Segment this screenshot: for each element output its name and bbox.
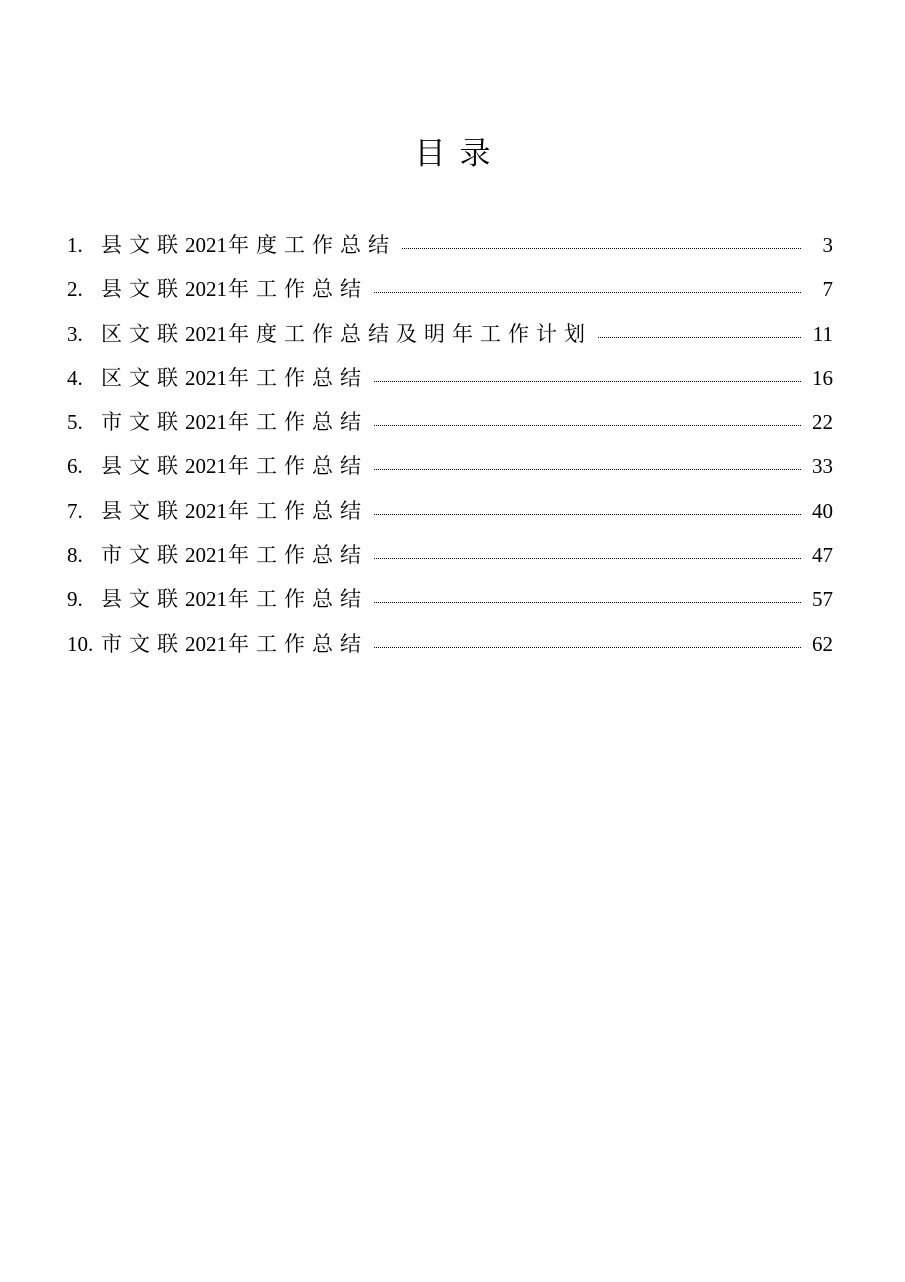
entry-title [101,267,368,311]
entry-page-number: 11 [812,321,833,346]
toc-entry[interactable] [67,267,833,311]
entry-title [101,312,592,356]
entry-number: 8. [67,543,83,568]
entry-year: 2021 [185,631,227,656]
toc-entry[interactable] [67,577,833,621]
entry-title-start: 市文联 [101,410,185,435]
entry-number: 9. [67,587,83,612]
toc-entry[interactable] [67,489,833,533]
entry-number: 1. [67,233,83,257]
dot-leader [374,292,801,293]
entry-year: 2021 [185,454,227,479]
entry-title [101,533,368,577]
dot-leader [374,558,801,559]
entry-page-number: 33 [812,454,833,479]
entry-page-number: 40 [812,498,833,523]
dot-leader [598,337,801,338]
entry-page-number: 22 [812,410,833,435]
entry-year: 2021 [185,587,227,612]
entry-title [101,356,368,400]
entry-year: 2021 [185,410,227,435]
entry-title-start: 县文联 [101,233,185,257]
entry-number: 2. [67,277,83,302]
entry-year: 2021 [185,277,227,302]
entry-title-end: 年工作总结 [228,631,368,656]
entry-title-end: 年度工作总结 [228,233,396,257]
entry-title [101,444,368,488]
toc-entry[interactable] [67,356,833,400]
entry-title [101,622,368,666]
entry-title-end: 年工作总结 [228,498,368,523]
entry-title-start: 市文联 [101,543,185,568]
entry-title-start: 县文联 [101,498,185,523]
toc-entry[interactable] [67,622,833,666]
entry-number: 7. [67,498,83,523]
entry-title-start: 县文联 [101,587,185,612]
dot-leader [374,381,801,382]
entry-title-end: 年工作总结 [228,410,368,435]
dot-leader [374,514,801,515]
entry-title-end: 年工作总结 [228,543,368,568]
toc-entry[interactable] [67,400,833,444]
dot-leader [374,469,801,470]
entry-title-end: 年工作总结 [228,454,368,479]
entry-number: 3. [67,321,83,346]
toc-entry[interactable] [67,444,833,488]
entry-page-number: 16 [812,365,833,390]
entry-year: 2021 [185,543,227,568]
entry-title [101,577,368,621]
entry-year: 2021 [185,233,227,257]
entry-number: 4. [67,365,83,390]
toc-entry[interactable] [67,223,833,267]
entry-page-number: 7 [822,277,833,302]
entry-title-start: 县文联 [101,454,185,479]
entry-title-start: 市文联 [101,631,185,656]
entry-title-start: 县文联 [101,277,185,302]
entry-year: 2021 [185,321,227,346]
dot-leader [402,248,801,249]
table-of-contents [67,223,833,666]
toc-entry[interactable] [67,533,833,577]
dot-leader [374,647,801,648]
entry-page-number: 57 [812,587,833,612]
entry-title-start: 区文联 [101,365,185,390]
entry-title [101,489,368,533]
entry-number: 6. [67,454,83,479]
entry-year: 2021 [185,498,227,523]
entry-page-number: 62 [812,631,833,656]
entry-title [101,223,396,267]
entry-page-number: 3 [822,233,833,257]
dot-leader [374,602,801,603]
entry-title-end: 年工作总结 [228,277,368,302]
entry-title-end: 年工作总结 [228,365,368,390]
entry-title-end: 年度工作总结及明年工作计划 [228,321,592,346]
toc-entry[interactable] [67,312,833,356]
entry-number: 5. [67,410,83,435]
entry-title-end: 年工作总结 [228,587,368,612]
dot-leader [374,425,801,426]
entry-title-start: 区文联 [101,321,185,346]
entry-page-number: 47 [812,543,833,568]
entry-title [101,400,368,444]
entry-number: 10. [67,631,94,656]
toc-title: 目录 [414,136,505,172]
entry-year: 2021 [185,365,227,390]
